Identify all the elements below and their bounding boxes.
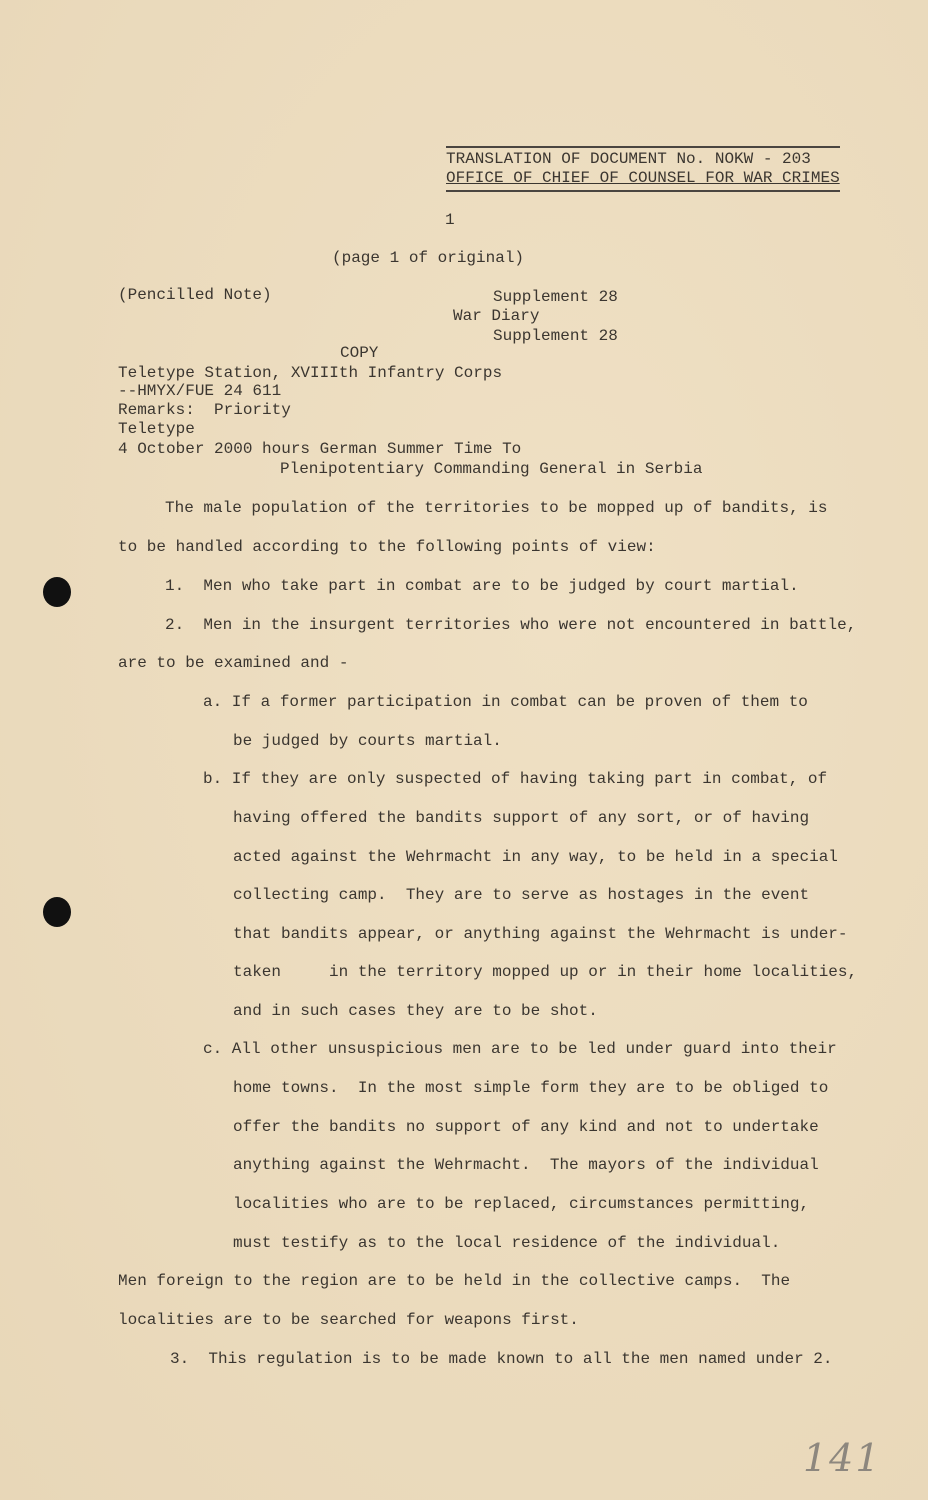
point-c-line: offer the bandits no support of any kind and not to undertake: [233, 1118, 819, 1136]
point-b-line: taken in the territory mopped up or in their home localities,: [233, 963, 858, 981]
point-2-line: are to be examined and -: [118, 654, 349, 672]
point-c-line: anything against the Wehrmacht. The mayors of the individual: [233, 1156, 819, 1174]
point-a-line: be judged by courts martial.: [233, 732, 502, 750]
point-c-line: must testify as to the local residence of the individual.: [233, 1234, 781, 1252]
point-b-line: and in such cases they are to be shot.: [233, 1002, 598, 1020]
punch-hole: [43, 577, 71, 607]
address-line: Remarks: Priority: [118, 401, 291, 419]
point-b-line: collecting camp. They are to serve as hostages in the event: [233, 886, 810, 904]
point-b-line: that bandits appear, or anything against the Wehrmacht is under-: [233, 925, 848, 943]
copy-label: COPY: [340, 344, 379, 362]
foreign-line: Men foreign to the region are to be held in the collective camps. The: [118, 1272, 791, 1290]
intro-line: to be handled according to the following points of view:: [118, 538, 656, 556]
supplement-1: Supplement 28: [493, 288, 618, 306]
intro-line: The male population of the territories to be mopped up of bandits, is: [165, 499, 828, 517]
address-line: Teletype Station, XVIIIth Infantry Corps: [118, 364, 503, 382]
header-office: OFFICE OF CHIEF OF COUNSEL FOR WAR CRIMES: [446, 169, 840, 187]
point-b-line: acted against the Wehrmacht in any way, to be held in a special: [233, 848, 838, 866]
header-rule-top: [446, 146, 840, 148]
address-line: --HMYX/FUE 24 611: [118, 382, 282, 400]
foreign-line: localities are to be searched for weapons first.: [118, 1311, 579, 1329]
page-of-original: (page 1 of original): [332, 249, 525, 267]
point-c-line: home towns. In the most simple form they are to be obliged to: [233, 1079, 829, 1097]
point-c-line: localities who are to be replaced, circumstances permitting,: [233, 1195, 810, 1213]
handwritten-page-number: 141: [803, 1436, 882, 1480]
war-diary: War Diary: [453, 307, 540, 325]
point-b-line: having offered the bandits support of any sort, or of having: [233, 809, 810, 827]
address-line: Teletype: [118, 420, 195, 438]
point-3: 3. This regulation is to be made known to all the men named under 2.: [170, 1350, 833, 1368]
header-translation: TRANSLATION OF DOCUMENT No. NOKW - 203: [446, 150, 811, 168]
supplement-2: Supplement 28: [493, 327, 618, 345]
point-b-line: b. If they are only suspected of having taking part in combat, of: [203, 770, 828, 788]
point-c-line: c. All other unsuspicious men are to be led under guard into their: [203, 1040, 837, 1058]
page-number: 1: [445, 211, 455, 229]
header-rule-bottom: [446, 190, 840, 192]
address-line: Plenipotentiary Commanding General in Serbia: [280, 460, 703, 478]
address-line: 4 October 2000 hours German Summer Time To: [118, 440, 522, 458]
punch-hole: [43, 897, 71, 927]
point-1: 1. Men who take part in combat are to be judged by court martial.: [165, 577, 799, 595]
point-a-line: a. If a former participation in combat can be proven of them to: [203, 693, 808, 711]
pencilled-note: (Pencilled Note): [118, 286, 272, 304]
point-2-line: 2. Men in the insurgent territories who were not encountered in battle,: [165, 616, 857, 634]
